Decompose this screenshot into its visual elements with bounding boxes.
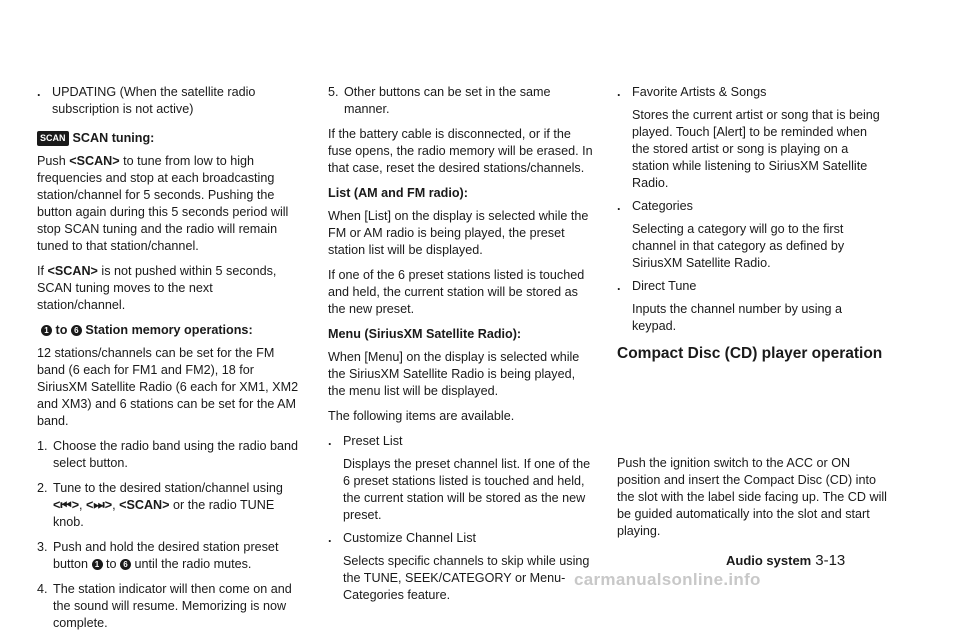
list-item: . Categories (617, 199, 693, 213)
station-memory-heading: 1 to 6 Station memory operations: (37, 322, 303, 339)
menu-heading: Menu (SiriusXM Satellite Radio): (328, 327, 522, 341)
preset-1-icon: 1 (41, 325, 52, 336)
menu-paragraph: When [Menu] on the display is selected while the SiriusXM Satellite Radio is being played, the menu list will be displayed. (328, 350, 580, 398)
list-item-desc: Selecting a category will go to the first channel in that category as defined by SiriusXM Satellite Radio. (632, 222, 845, 270)
cd-section-heading: Compact Disc (CD) player operation (617, 345, 883, 362)
list-paragraph: If one of the 6 preset stations listed is touched and held, the current station will be stored as the new preset. (328, 268, 585, 316)
watermark: carmanualsonline.info (574, 570, 761, 589)
page-footer (726, 552, 845, 569)
list-item: . Direct Tune (617, 279, 697, 293)
list-item-desc: Selects specific channels to skip while using the TUNE, SEEK/CATEGORY or Menu-Categories feature. (343, 554, 590, 602)
battery-paragraph: If the battery cable is disconnected, or if the fuse opens, the radio memory will be erased. In that case, reset the desired stations/channels. (328, 127, 593, 175)
list-item: . UPDATING (When the satellite radio subscription is not active) (37, 85, 256, 116)
scan-tuning-heading: SCAN SCAN tuning: (37, 130, 303, 147)
footer-section: Audio system (726, 553, 812, 568)
page-number: 3-13 (815, 552, 846, 569)
list-heading: List (AM and FM radio): (328, 186, 468, 200)
step-item: 1. Choose the radio band using the radio band select button. (37, 439, 299, 470)
column-left (37, 84, 303, 640)
list-item-desc: Inputs the channel number by using a keypad. (632, 302, 843, 333)
menu-paragraph: The following items are available. (328, 409, 515, 423)
list-item: . Favorite Artists & Songs (617, 85, 767, 99)
preset-6-icon: 6 (71, 325, 82, 336)
scan-paragraph: Push <SCAN> to tune from low to high frequencies and stop at each broadcasting station/channel for 5 seconds. Pushing the button again during this 5 seconds period will stop SCAN tuning and the radio will remain tuned to that station/channel. (37, 154, 289, 253)
preset-1-icon: 1 (92, 559, 103, 570)
bullet-dot: . (37, 85, 41, 99)
list-item-desc: Displays the preset channel list. If one of the 6 preset stations listed is touched and held, the current station will be stored as the new preset. (343, 457, 591, 522)
preset-6-icon: 6 (120, 559, 131, 570)
station-count-paragraph: 12 stations/channels can be set for the FM band (6 each for FM1 and FM2), 18 for SiriusXM Satellite Radio (6 each for XM1, XM2 and XM3) and 6 stations can be set for the AM band. (37, 346, 299, 428)
column-right (617, 84, 887, 370)
scan-timeout-paragraph: If <SCAN> is not pushed within 5 seconds, SCAN tuning moves to the next station/channel. (37, 264, 277, 312)
step-item: 2. Tune to the desired station/channel using <⏮>, <⏭>, <SCAN> or the radio TUNE knob. (37, 481, 283, 529)
list-item-desc: Stores the current artist or song that is being played. Touch [Alert] to be reminded when the stored artist or song is playing on a station while listening to SiriusXM Satellite Radio. (632, 108, 880, 190)
list-item: . Preset List (328, 434, 403, 448)
list-paragraph: When [List] on the display is selected while the FM or AM radio is being played, the preset station list will be displayed. (328, 209, 589, 257)
step-item: 4. The station indicator will then come on and the sound will resume. Memorizing is now complete. (37, 582, 292, 630)
scan-icon: SCAN (37, 131, 69, 146)
cd-paragraph: Push the ignition switch to the ACC or ON position and insert the Compact Disc (CD) into the slot with the label side facing up. The CD will be guided automatically into the slot and start playing. (617, 456, 887, 538)
step-item: 5. Other buttons can be set in the same manner. (328, 85, 551, 116)
step-item: 3. Push and hold the desired station preset button 1 to 6 until the radio mutes. (37, 540, 279, 571)
list-item: . Customize Channel List (328, 531, 476, 545)
column-middle (328, 84, 594, 610)
